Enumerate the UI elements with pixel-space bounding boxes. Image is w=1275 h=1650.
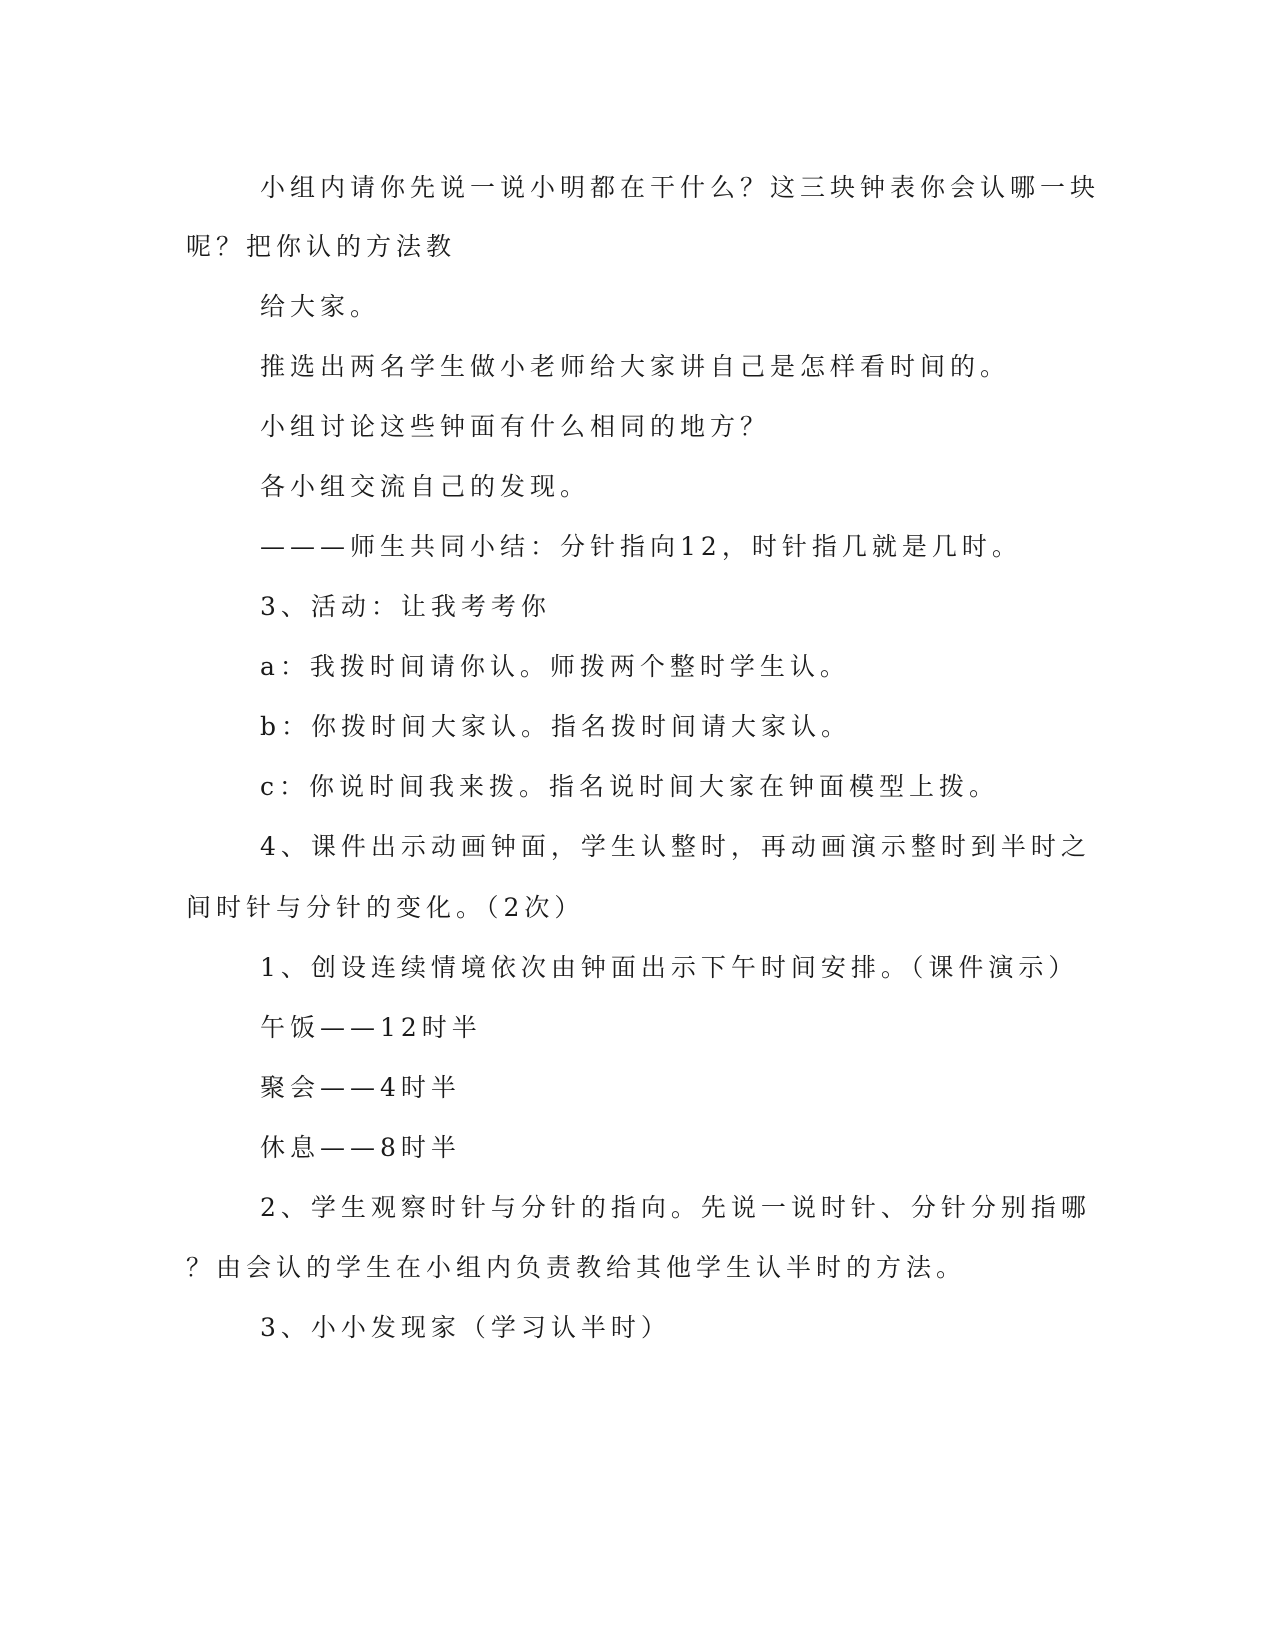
- text-line: 给大家。: [260, 292, 381, 321]
- text-line: 小组讨论这些钟面有什么相同的地方？: [260, 412, 771, 441]
- text-line: 呢？把你认的方法教: [186, 232, 457, 261]
- text-line: c：你说时间我来拨。指名说时间大家在钟面模型上拨。: [260, 772, 1000, 801]
- text-line: 1、创设连续情境依次由钟面出示下午时间安排。（课件演示）: [260, 953, 1079, 982]
- text-line: a：我拨时间请你认。师拨两个整时学生认。: [260, 652, 850, 681]
- text-line: ———师生共同小结：分针指向12，时针指几就是几时。: [260, 532, 1022, 561]
- text-line: b：你拨时间大家认。指名拨时间请大家认。: [260, 712, 852, 741]
- text-line: 休息——8时半: [260, 1133, 461, 1162]
- text-line: 推选出两名学生做小老师给大家讲自己是怎样看时间的。: [260, 352, 1011, 381]
- text-line: 午饭——12时半: [260, 1013, 482, 1042]
- text-line: 小组内请你先说一说小明都在干什么？这三块钟表你会认哪一块: [260, 173, 1101, 202]
- text-line: 4、课件出示动画钟面，学生认整时，再动画演示整时到半时之: [260, 832, 1091, 861]
- text-line: 聚会——4时半: [260, 1073, 461, 1102]
- text-line: 各小组交流自己的发现。: [260, 472, 591, 501]
- text-line: 3、小小发现家（学习认半时）: [260, 1313, 671, 1342]
- text-line: ？由会认的学生在小组内负责教给其他学生认半时的方法。: [186, 1253, 967, 1282]
- text-line: 间时针与分针的变化。（2次）: [186, 893, 585, 922]
- text-line: 3、活动：让我考考你: [260, 592, 551, 621]
- text-line: 2、学生观察时针与分针的指向。先说一说时针、分针分别指哪: [260, 1193, 1091, 1222]
